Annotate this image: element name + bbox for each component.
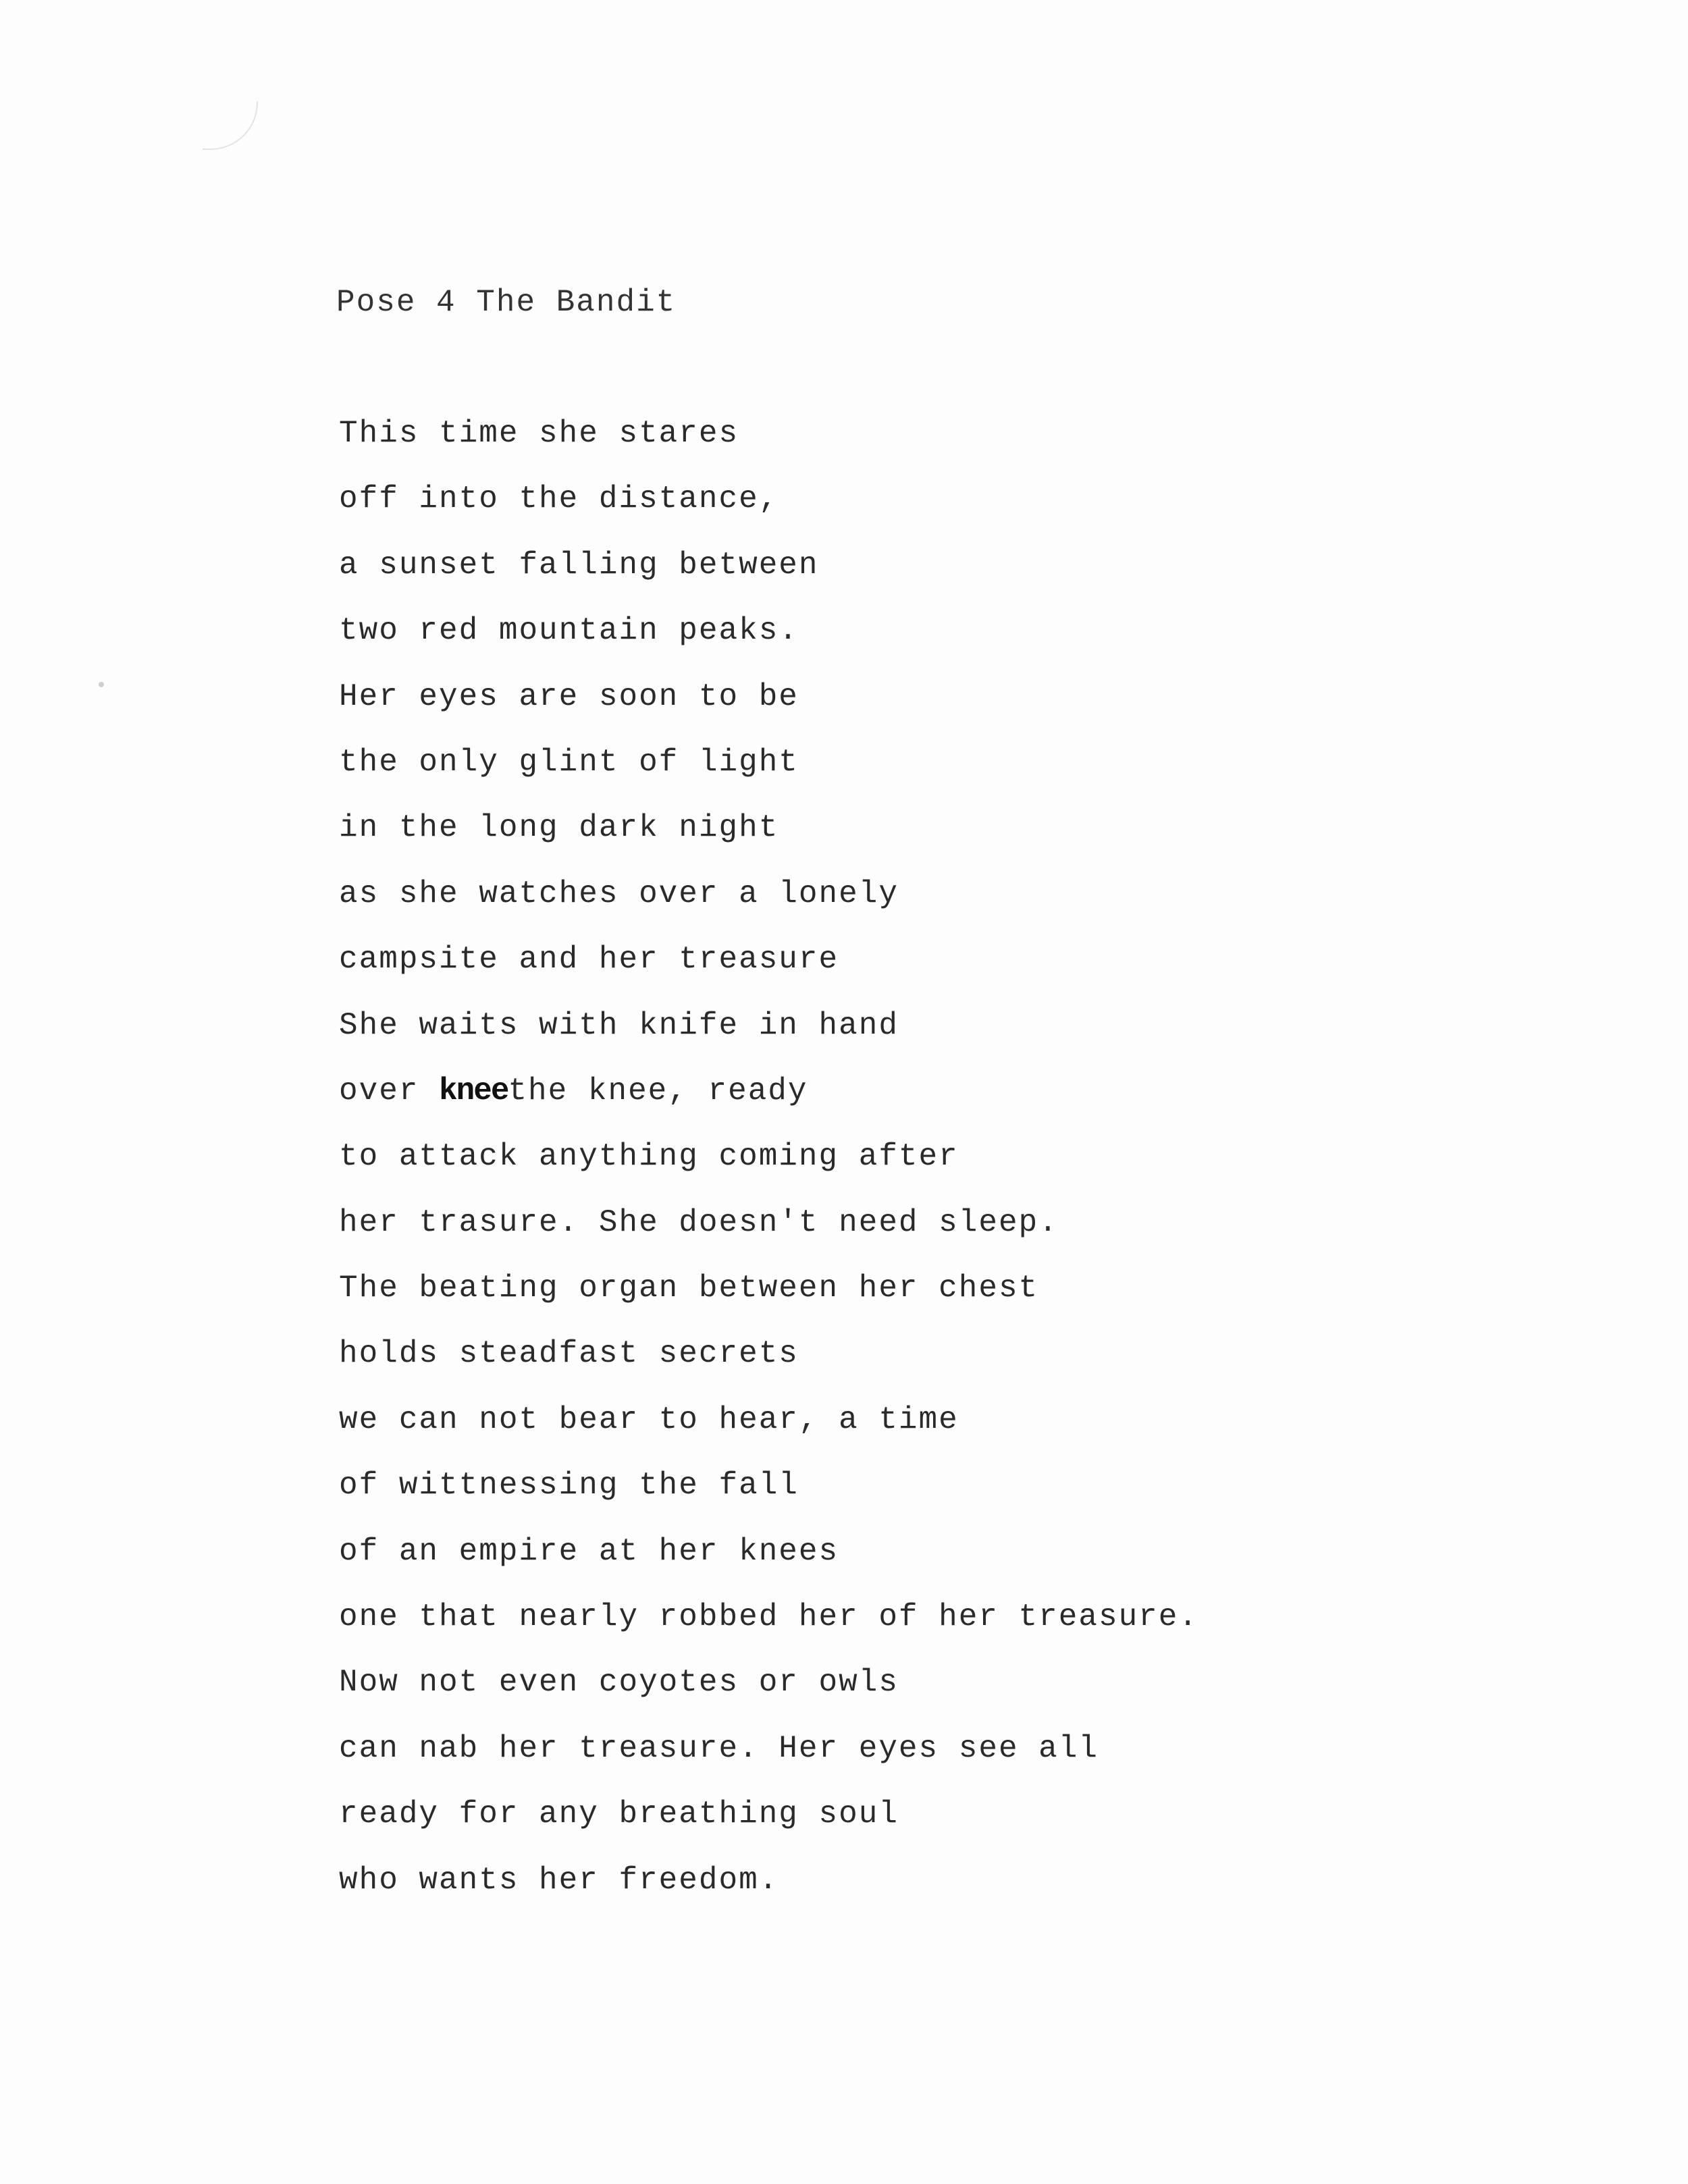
poem-line: one that nearly robbed her of her treasure. bbox=[339, 1599, 1198, 1635]
poem-line: a sunset falling between bbox=[339, 547, 819, 583]
poem-line: in the long dark night bbox=[339, 810, 779, 846]
poem-line: to attack anything coming after bbox=[339, 1139, 959, 1175]
poem-line-prefix: over bbox=[339, 1073, 440, 1109]
poem-line: holds steadfast secrets bbox=[339, 1336, 799, 1372]
poem-line-with-strikeover bbox=[339, 1071, 1198, 1136]
poem-line: two red mountain peaks. bbox=[339, 613, 799, 649]
poem-line: we can not bear to hear, a time bbox=[339, 1402, 959, 1437]
poem-title: Pose 4 The Bandit bbox=[336, 285, 677, 320]
poem-line: as she watches over a lonely bbox=[339, 876, 899, 911]
poem-line: The beating organ between her chest bbox=[339, 1271, 1039, 1306]
poem-line: This time she stares bbox=[339, 416, 739, 451]
ink-speck bbox=[99, 682, 104, 687]
poem-line: who wants her freedom. bbox=[339, 1862, 779, 1898]
poem-line: Now not even coyotes or owls bbox=[339, 1665, 899, 1701]
poem-line: campsite and her treasure bbox=[339, 942, 839, 978]
poem-line: Her eyes are soon to be bbox=[339, 678, 799, 714]
poem-line: of wittnessing the fall bbox=[339, 1468, 799, 1503]
poem-line: the only glint of light bbox=[339, 744, 799, 780]
poem-line: can nab her treasure. Her eyes see all bbox=[339, 1730, 1099, 1766]
poem-line-rest: the knee, ready bbox=[508, 1073, 808, 1109]
poem-line: off into the distance, bbox=[339, 481, 779, 517]
poem-line: ready for any breathing soul bbox=[339, 1796, 899, 1832]
paper-crease-mark bbox=[203, 101, 258, 150]
poem-line: her trasure. She doesn't need sleep. bbox=[339, 1204, 1059, 1240]
poem-body bbox=[339, 413, 1198, 1925]
struck-out-text: knee bbox=[439, 1073, 508, 1109]
poem-line: She waits with knife in hand bbox=[339, 1007, 899, 1043]
poem-line: of an empire at her knees bbox=[339, 1533, 839, 1569]
